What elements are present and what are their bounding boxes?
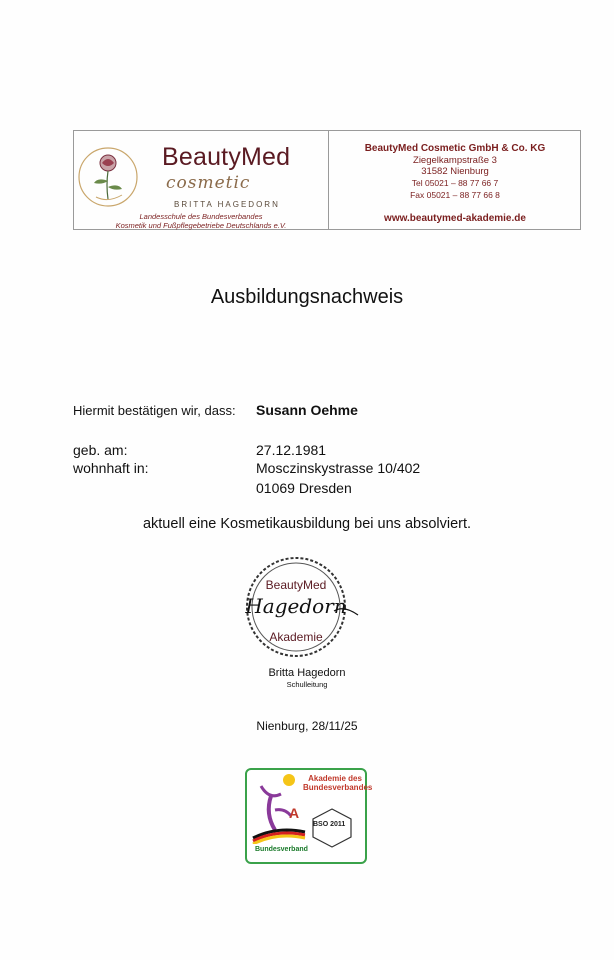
badge-line-1: Akademie des [308, 774, 362, 783]
stamp-bottom-text: Akademie [269, 630, 323, 644]
company-street: Ziegelkampstraße 3 [413, 155, 497, 166]
birth-date: 27.12.1981 [256, 442, 327, 458]
letterhead [73, 130, 581, 230]
birth-label: geb. am: [73, 442, 128, 458]
signer-name: Britta Hagedorn [268, 667, 346, 679]
bso-label: BSO 2011 [313, 821, 346, 828]
address-line-1: Mosczinskystrasse 10/402 [256, 460, 421, 476]
student-name: Susann Oehme [256, 402, 358, 418]
confirm-label: Hiermit bestätigen wir, dass: [73, 403, 236, 418]
letterhead-logo-area [74, 131, 329, 229]
stamp-signature: Hagedorn [245, 594, 347, 618]
signer-role: Schulleitung [286, 680, 328, 689]
federation-figure-icon [251, 774, 307, 844]
place-date: Nienburg, 28/11/25 [256, 719, 358, 733]
academy-badge [245, 768, 373, 864]
brand-name: BeautyMed [162, 143, 291, 171]
school-line-1: Landesschule des Bundesverbandes [139, 212, 263, 221]
badge-letter: A [289, 805, 300, 821]
letterhead-address [329, 131, 581, 229]
document-title: Ausbildungsnachweis [210, 286, 404, 308]
company-city: 31582 Nienburg [421, 166, 489, 177]
statement: aktuell eine Kosmetikausbildung bei uns absolviert. [142, 516, 472, 532]
school-line-2: Kosmetik und Fußpflegebetriebe Deutschlands e.V. [115, 221, 287, 230]
rose-logo-icon [78, 141, 160, 213]
badge-line-2: Bundesverbandes [303, 783, 373, 792]
academy-stamp [244, 555, 370, 661]
address-line-2: 01069 Dresden [256, 480, 352, 496]
founder-name: BRITTA HAGEDORN [174, 200, 280, 209]
company-fax: Fax 05021 – 88 77 66 8 [410, 190, 500, 200]
company-tel: Tel 05021 – 88 77 66 7 [411, 178, 499, 188]
address-label: wohnhaft in: [73, 460, 149, 476]
company-website[interactable]: www.beautymed-akademie.de [384, 213, 526, 224]
badge-bottom-text: Bundesverband [255, 846, 308, 853]
brand-subtitle: cosmetic [166, 173, 251, 193]
stamp-top-text: BeautyMed [265, 578, 327, 592]
bso-hexagon-icon [311, 808, 353, 848]
company-name: BeautyMed Cosmetic GmbH & Co. KG [364, 143, 546, 154]
